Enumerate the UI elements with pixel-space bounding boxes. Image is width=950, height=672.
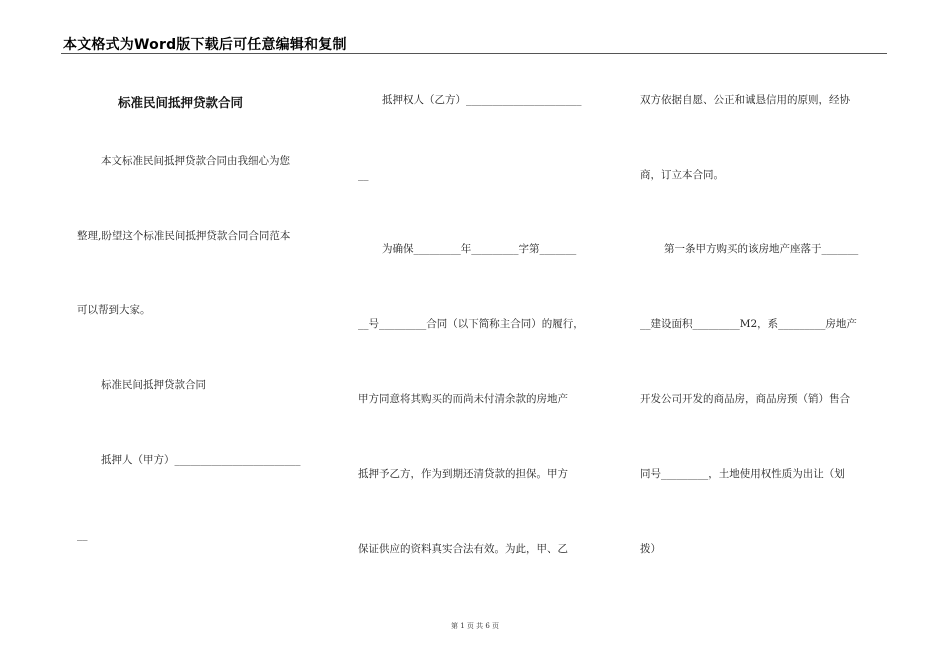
col3-line-7: 拨） [640, 543, 661, 555]
col3-line-2: 商，订立本合同。 [640, 169, 724, 181]
col1-line-1: 本文标准民间抵押贷款合同由我细心为您 [101, 155, 290, 167]
col2-line-1: 抵押权人（乙方）______________________ [382, 94, 582, 106]
col3-line-1: 双方依据自愿、公正和诚恳信用的原则，经协 [640, 94, 850, 106]
col1-line-2: 整理,盼望这个标准民间抵押贷款合同合同范本 [77, 230, 291, 242]
header-divider [61, 53, 887, 54]
page-footer: 第 1 页 共 6 页 [450, 622, 500, 630]
document-title: 标准民间抵押贷款合同 [118, 95, 244, 110]
col3-line-4: __建设面积_________M2，系_________房地产 [640, 318, 857, 330]
col2-line-4: __号_________合同（以下简称主合同）的履行， [358, 318, 584, 330]
col1-line-3: 可以帮到大家。 [77, 304, 151, 316]
col1-line-5: 抵押人（甲方）________________________ [101, 454, 301, 466]
col2-line-7: 保证供应的资料真实合法有效。为此，甲、乙 [358, 543, 568, 555]
col2-line-6: 抵押予乙方，作为到期还清贷款的担保。甲方 [358, 468, 568, 480]
col2-line-5: 甲方同意将其购买的而尚未付清余款的房地产 [358, 393, 568, 405]
col1-line-4: 标准民间抵押贷款合同 [101, 379, 206, 391]
col3-line-5: 开发公司开发的商品房，商品房预（销）售合 [640, 393, 850, 405]
col2-line-2: __ [358, 169, 369, 181]
col1-line-6: __ [77, 529, 88, 541]
col2-line-3: 为确保_________年_________字第_______ [382, 243, 577, 255]
col3-line-3: 第一条甲方购买的该房地产座落于_______ [664, 243, 859, 255]
col3-line-6: 同号_________，土地使用权性质为出让（划 [640, 468, 845, 480]
page-header-title: 本文格式为Word版下载后可任意编辑和复制 [63, 37, 347, 53]
